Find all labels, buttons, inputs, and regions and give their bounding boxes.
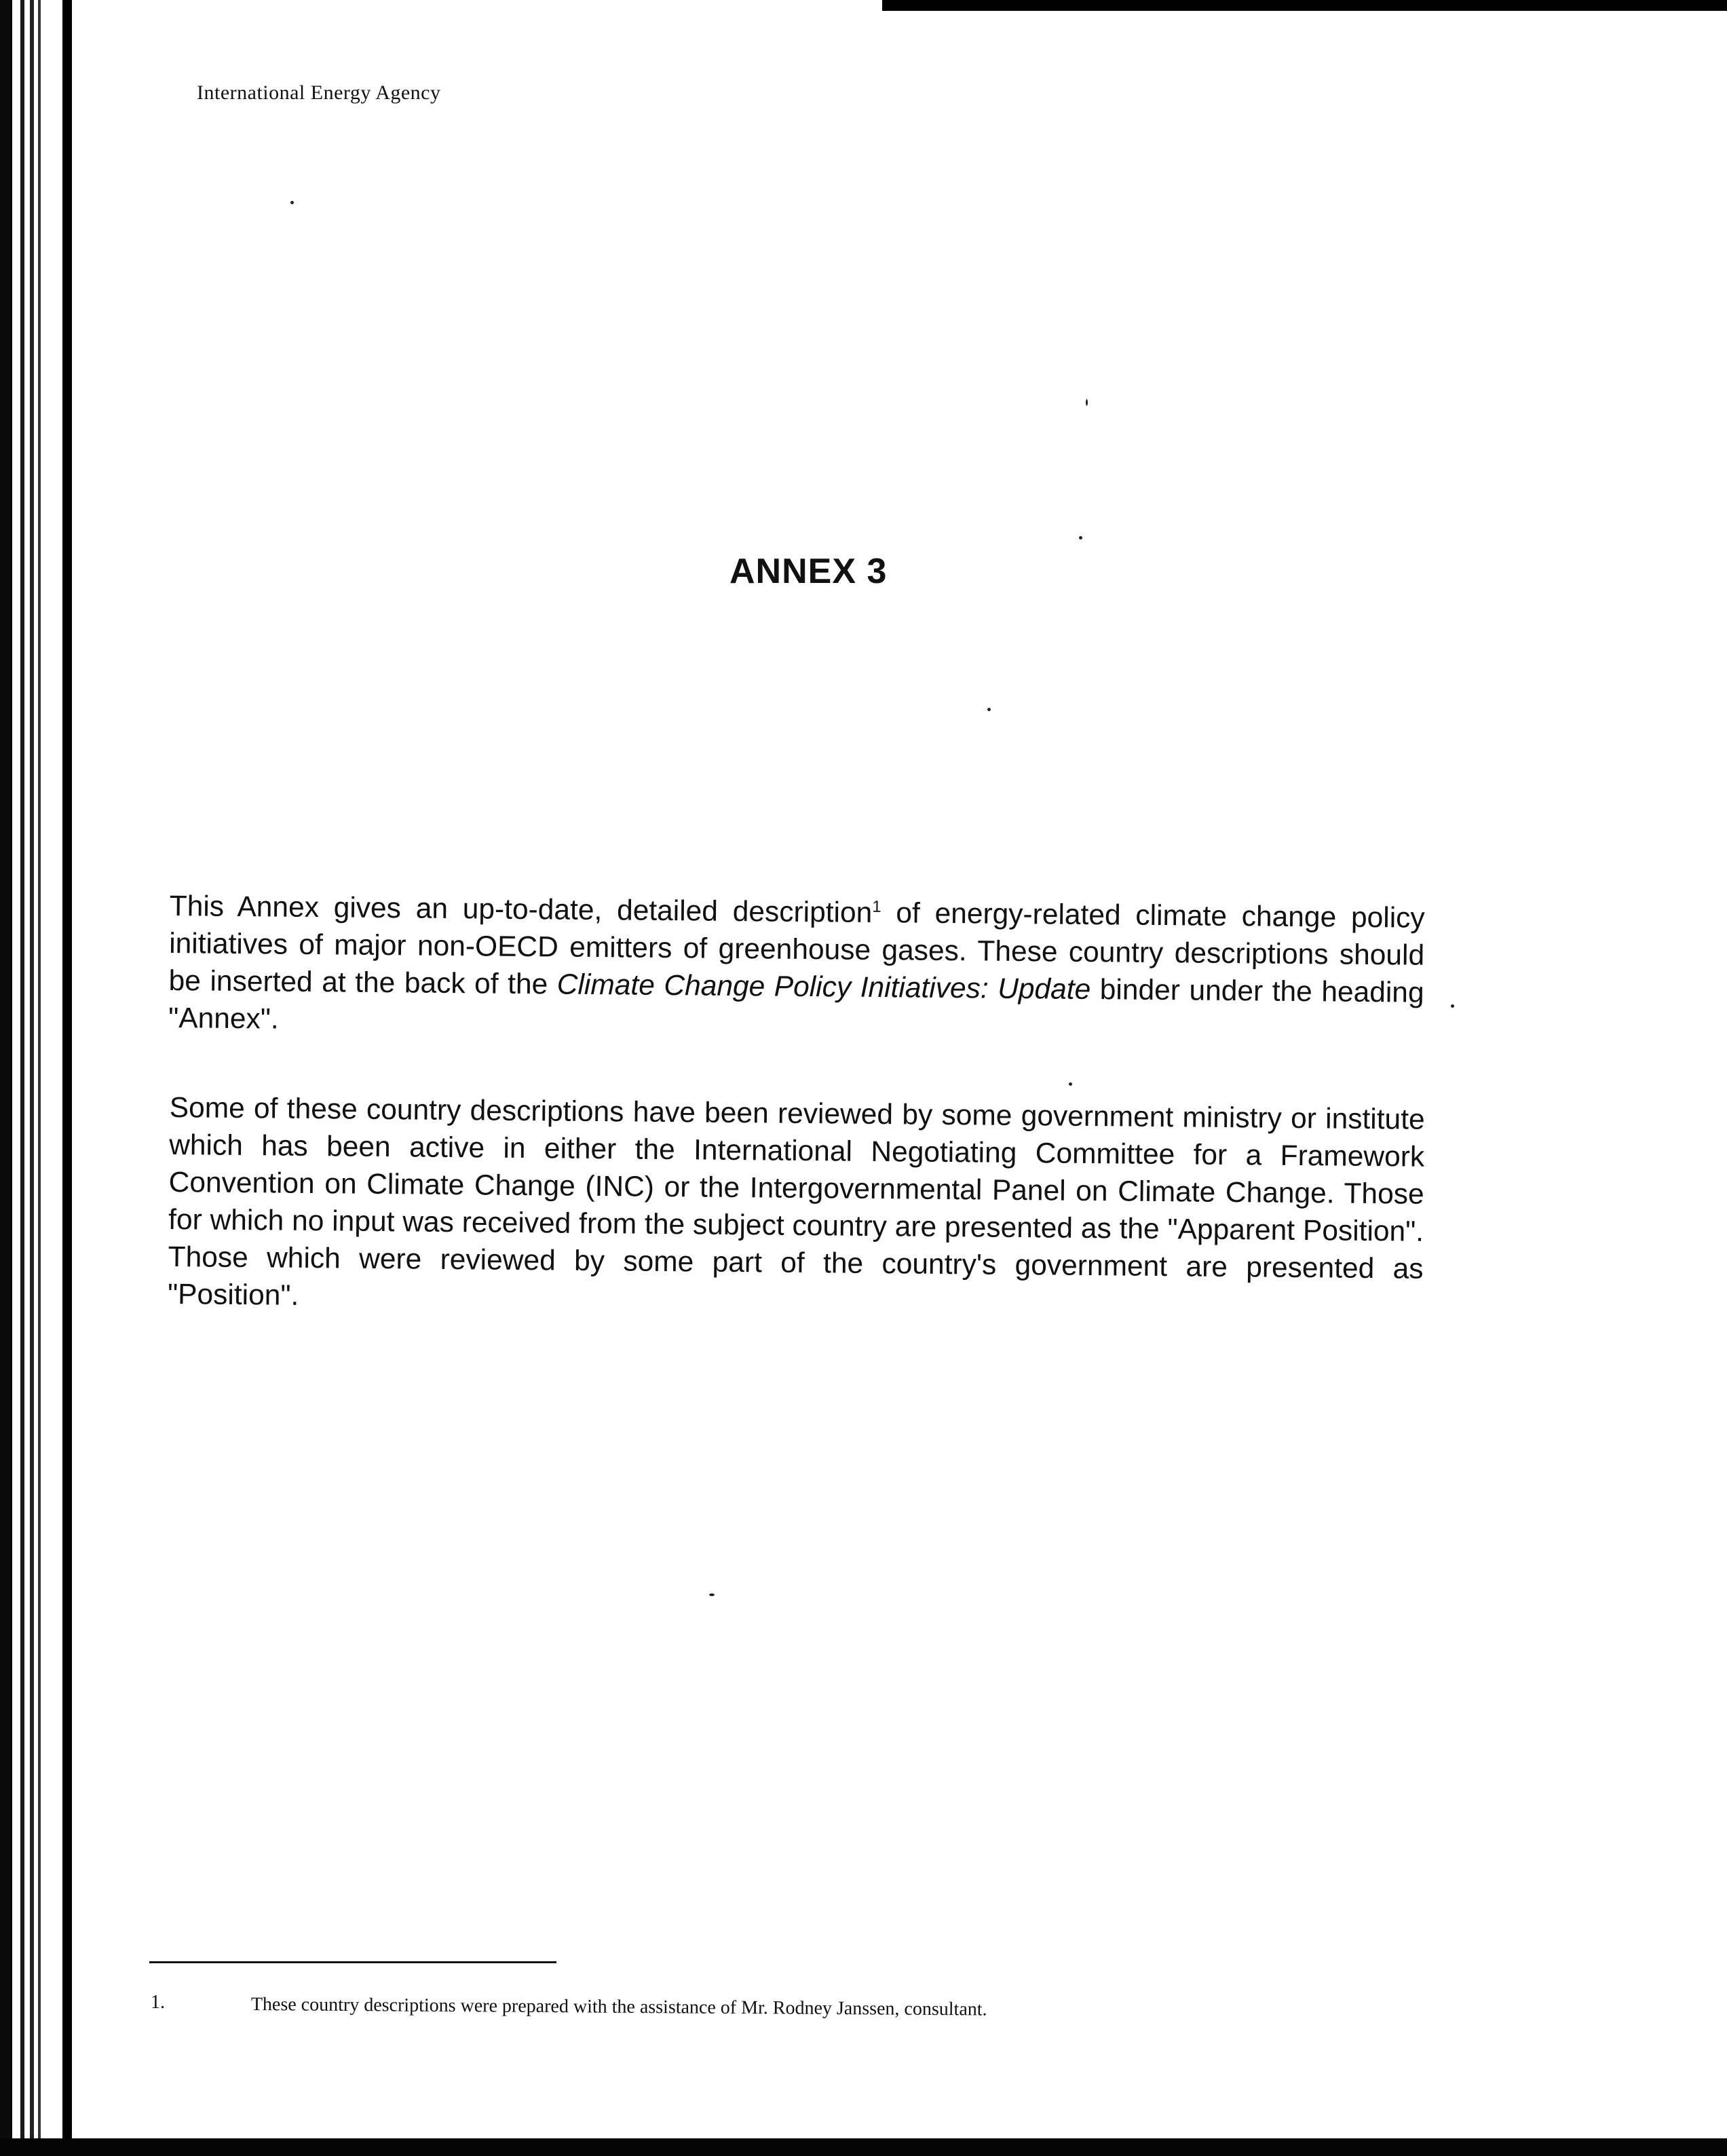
scan-speck xyxy=(1069,1082,1072,1086)
agency-header: International Energy Agency xyxy=(197,81,441,104)
intro-text-start: This Annex gives an up-to-date, detailed description xyxy=(169,890,873,929)
intro-text-end: binder under the heading "Annex". xyxy=(168,974,1424,1036)
footnote-text: These country descriptions were prepared with the assistance of Mr. Rodney Janssen, consultant. xyxy=(250,1994,987,2020)
scan-binding-edge xyxy=(0,0,81,2156)
intro-paragraph xyxy=(168,888,1425,1049)
scan-speck xyxy=(987,708,991,711)
intro-text-middle: of energy-related climate change policy initiatives of major non-OECD emitters of greenhouse gases. These country descriptions should be inserted at the back of the xyxy=(168,897,1425,1001)
binder-title: Climate Change Policy Initiatives: Update xyxy=(556,968,1091,1006)
footnote-reference: 1 xyxy=(872,897,881,916)
scan-speck xyxy=(1086,399,1088,406)
scan-speck xyxy=(1079,536,1082,540)
review-paragraph: Some of these country descriptions have been reviewed by some government ministry or institute which has been active in either the International Negotiating Committee for a Framework Convention on Climate Change (INC) or the Intergovernmental Panel on Climate Change. Those for which no input was received from the subject country are presented as the "Apparent Position". Those which were reviewed by some part of the country's government are presented as "Position". xyxy=(167,1091,1425,1312)
scan-top-edge xyxy=(882,0,1727,11)
scan-speck xyxy=(709,1593,715,1596)
scan-speck xyxy=(1451,1004,1454,1008)
page-title: ANNEX 3 xyxy=(729,552,888,591)
footnote-divider xyxy=(149,1961,556,1963)
scan-bottom-edge xyxy=(0,2138,1727,2156)
footnote-marker: 1. xyxy=(151,1992,165,2013)
scan-speck xyxy=(290,201,294,204)
